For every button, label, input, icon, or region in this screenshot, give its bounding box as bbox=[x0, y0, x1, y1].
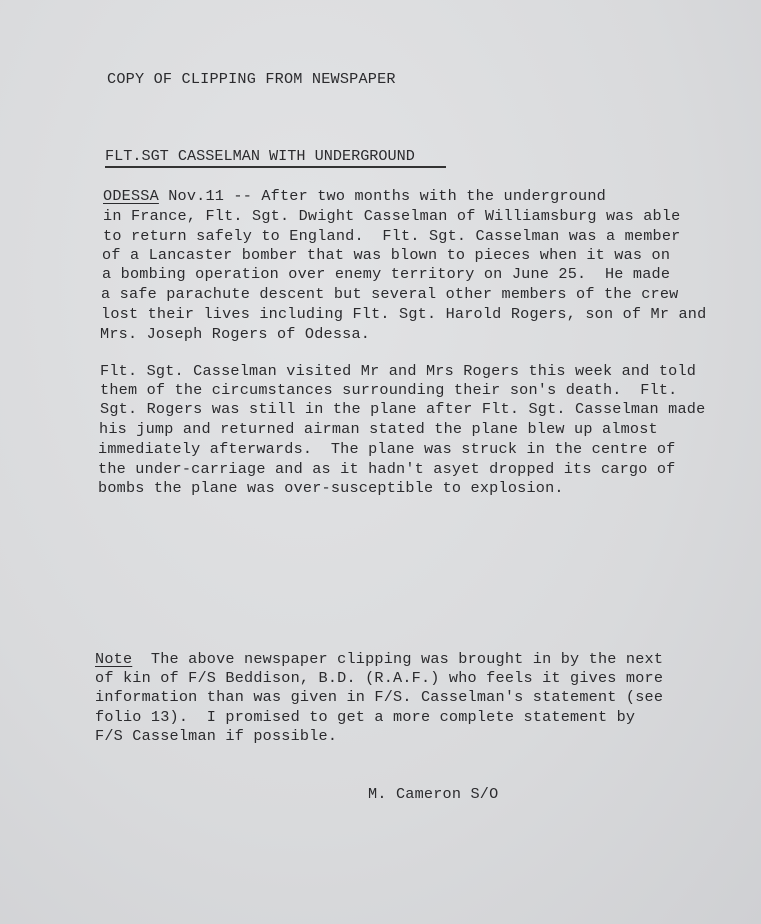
paragraph-1-line-6: a safe parachute descent but several other members of the crew bbox=[101, 285, 679, 303]
note-label: Note bbox=[95, 650, 133, 668]
paragraph-1-line-1: ODESSA Nov.11 -- After two months with the underground bbox=[103, 187, 606, 205]
note-line-4: folio 13). I promised to get a more complete statement by bbox=[95, 708, 636, 726]
signature: M. Cameron S/O bbox=[368, 785, 499, 803]
paragraph-2-line-5: immediately afterwards. The plane was struck in the centre of bbox=[98, 440, 676, 458]
paragraph-1-line-2: in France, Flt. Sgt. Dwight Casselman of Williamsburg was able bbox=[103, 207, 681, 225]
paragraph-2-line-6: the under-carriage and as it hadn't asyet dropped its cargo of bbox=[98, 460, 676, 478]
paragraph-2-line-1: Flt. Sgt. Casselman visited Mr and Mrs Rogers this week and told bbox=[100, 362, 697, 380]
paragraph-1-line-3: to return safely to England. Flt. Sgt. Casselman was a member bbox=[103, 227, 681, 245]
document-header: COPY OF CLIPPING FROM NEWSPAPER bbox=[107, 70, 396, 88]
paragraph-1-line-4: of a Lancaster bomber that was blown to pieces when it was on bbox=[102, 246, 671, 264]
note-line-5: F/S Casselman if possible. bbox=[95, 727, 338, 745]
paragraph-2-line-2: them of the circumstances surrounding their son's death. Flt. bbox=[100, 381, 678, 399]
paragraph-1-line-5: a bombing operation over enemy territory on June 25. He made bbox=[102, 265, 671, 283]
dateline: ODESSA bbox=[103, 187, 159, 205]
note-line-1: Note The above newspaper clipping was brought in by the next bbox=[95, 650, 664, 668]
paragraph-1-line-7: lost their lives including Flt. Sgt. Harold Rogers, son of Mr and bbox=[101, 305, 707, 323]
paragraph-2-line-7: bombs the plane was over-susceptible to explosion. bbox=[98, 479, 564, 497]
paragraph-2-line-3: Sgt. Rogers was still in the plane after Flt. Sgt. Casselman made bbox=[100, 400, 706, 418]
paragraph-1-line-8: Mrs. Joseph Rogers of Odessa. bbox=[100, 325, 371, 343]
paragraph-2-line-4: his jump and returned airman stated the plane blew up almost bbox=[99, 420, 658, 438]
note-line-3: information than was given in F/S. Casselman's statement (see bbox=[95, 688, 664, 706]
note-line-2: of kin of F/S Beddison, B.D. (R.A.F.) who feels it gives more bbox=[95, 669, 664, 687]
headline: FLT.SGT CASSELMAN WITH UNDERGROUND bbox=[105, 147, 415, 165]
headline-underline bbox=[105, 166, 446, 168]
